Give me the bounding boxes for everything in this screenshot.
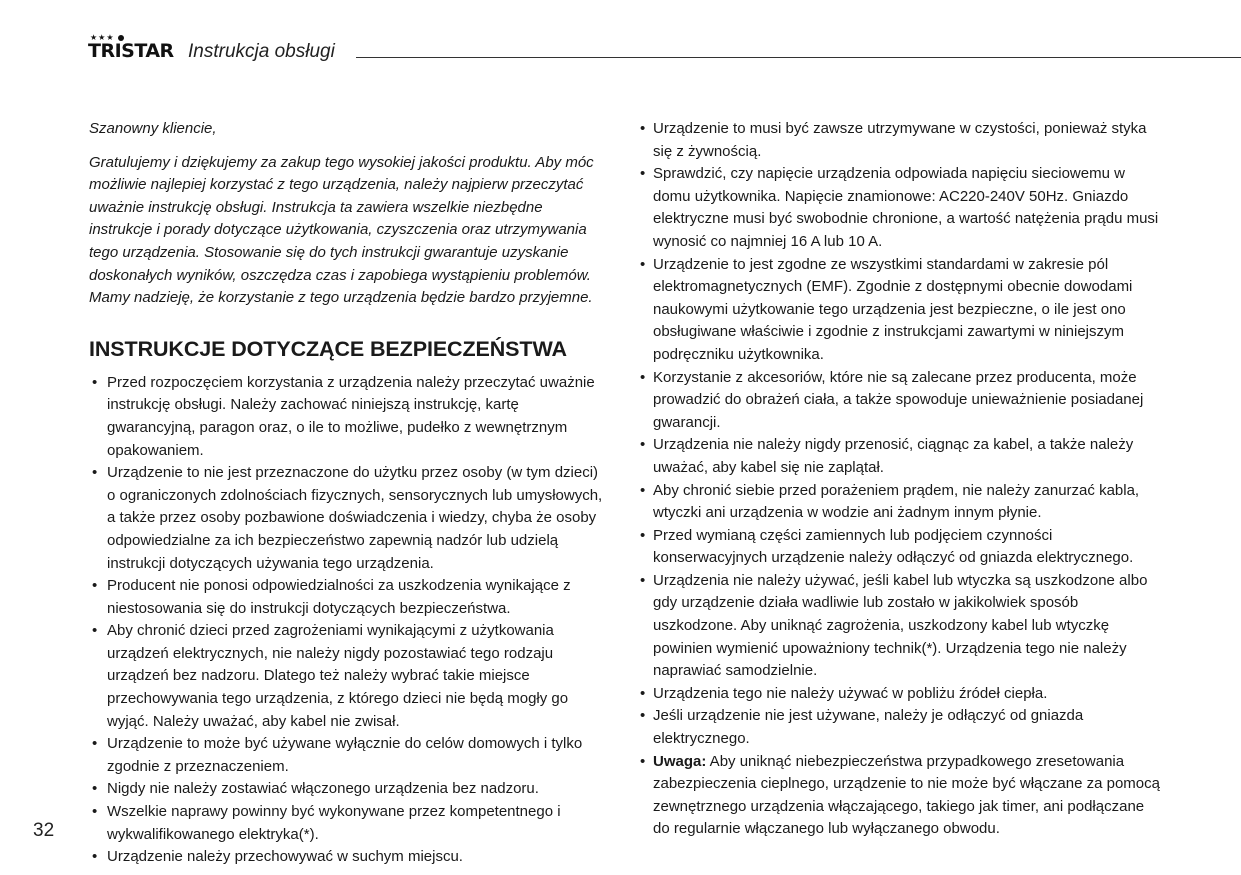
list-item: • Aby chronić siebie przed porażeniem prądem, nie należy zanurzać kabla, wtyczki ani urządzenia w wodzie ani żadnym innym płynie. — [640, 480, 1160, 525]
list-item: • Urządzenie to jest zgodne ze wszystkimi standardami w zakresie pól elektromagnetycznych (EMF). Zgodnie z dostępnymi obecnie dowodami naukowymi użytkowanie tego urządzenia jest bezpieczne, o ile jest ono obsługiwane właściwie i zgodnie z instrukcjami zawartymi w niniejszym podręczniku użytkownika. — [640, 254, 1160, 367]
list-item: • Producent nie ponosi odpowiedzialności za uszkodzenia wynikające z niestosowania się do instrukcji dotyczących bezpieczeństwa. — [89, 575, 609, 620]
header-divider — [356, 57, 1241, 58]
list-item: • Jeśli urządzenie nie jest używane, należy je odłączyć od gniazda elektrycznego. — [640, 705, 1160, 750]
list-item: • Sprawdzić, czy napięcie urządzenia odpowiada napięciu sieciowemu w domu użytkownika. Napięcie znamionowe: AC220-240V 50Hz. Gniazdo elektryczne musi być swobodnie chronione, a wartość natężenia prądu musi wynosić co najmniej 16 A lub 10 A. — [640, 163, 1160, 253]
list-item: • Urządzenia nie należy używać, jeśli kabel lub wtyczka są uszkodzone albo gdy urządzenie działa wadliwie lub zostało w jakikolwiek sposób uszkodzone. Aby uniknąć zagrożenia, uszkodzony kabel lub wtyczkę powinien wymienić upoważniony technik(*). Urządzenia tego nie należy naprawiać samodzielnie. — [640, 570, 1160, 683]
list-item: • Urządzenia nie należy nigdy przenosić, ciągnąc za kabel, a także należy uważać, aby kabel się nie zaplątał. — [640, 434, 1160, 479]
list-item: • Wszelkie naprawy powinny być wykonywane przez kompetentnego i wykwalifikowanego elektryka(*). — [89, 801, 609, 846]
logo-stars: ★★★ — [90, 33, 115, 42]
list-item: • Przed rozpoczęciem korzystania z urządzenia należy przeczytać uważnie instrukcję obsługi. Należy zachować niniejszą instrukcję, kartę gwarancyjną, paragon oraz, o ile to możliwe, pudełko z wewnętrznym opakowaniem. — [89, 372, 609, 462]
safety-list-right — [640, 118, 1160, 841]
note-text: Aby uniknąć niebezpieczeństwa przypadkowego zresetowania zabezpieczenia cieplnego, urządzenie to nie może być włączane za pomocą zewnętrznego urządzenia włączającego, takiego jak timer, ani podłączane do regularnie włączanego lub wyłączanego obwodu. — [653, 752, 1160, 838]
right-column — [640, 118, 1160, 841]
safety-list-left — [89, 372, 609, 869]
list-item: • Urządzenia tego nie należy używać w pobliżu źródeł ciepła. — [640, 683, 1160, 706]
list-item: • Korzystanie z akcesoriów, które nie są zalecane przez producenta, może prowadzić do obrażeń ciała, a także spowoduje unieważnienie posiadanej gwarancji. — [640, 367, 1160, 435]
intro-greeting: Szanowny kliencie, — [89, 120, 217, 137]
page-number: 32 — [33, 820, 55, 841]
list-item: • Urządzenie należy przechowywać w suchym miejscu. — [89, 846, 609, 869]
list-item: • Urządzenie to może być używane wyłącznie do celów domowych i tylko zgodnie z przeznaczeniem. — [89, 733, 609, 778]
note-item — [640, 751, 1160, 841]
list-item: • Urządzenie to nie jest przeznaczone do użytku przez osoby (w tym dzieci) o ograniczonych zdolnościach fizycznych, sensorycznych lub umysłowych, a także przez osoby pozbawione doświadczenia i wiedzy, chyba że osoby odpowiedzialne za ich bezpieczeństwo zapewnią nadzór lub udzielą instrukcji dotyczących używania tego urządzenia. — [89, 462, 609, 575]
note-label: Uwaga: — [653, 752, 707, 770]
tristar-logo — [88, 34, 180, 62]
list-item: • Urządzenie to musi być zawsze utrzymywane w czystości, ponieważ styka się z żywnością. — [640, 118, 1160, 163]
list-item: • Nigdy nie należy zostawiać włączonego urządzenia bez nadzoru. — [89, 778, 609, 801]
header-title: Instrukcja obsługi — [188, 41, 335, 62]
list-item: • Przed wymianą części zamiennych lub podjęciem czynności konserwacyjnych urządzenie należy odłączyć od gniazda elektrycznego. — [640, 525, 1160, 570]
list-item: • Aby chronić dzieci przed zagrożeniami wynikającymi z użytkowania urządzeń elektrycznych, nie należy nigdy pozostawiać tego rodzaju urządzeń bez nadzoru. Dlatego też należy wybrać takie miejsce przechowywania tego urządzenia, z którego dzieci nie będą mogły go wyjąć. Należy uważać, aby kabel nie zwisał. — [89, 620, 609, 733]
safety-heading: INSTRUKCJE DOTYCZĄCE BEZPIECZEŃSTWA — [89, 336, 567, 361]
intro-paragraph: Gratulujemy i dziękujemy za zakup tego wysokiej jakości produktu. Aby móc możliwie najlepiej korzystać z tego urządzenia, należy najpierw przeczytać uważnie instrukcję obsługi. Instrukcja ta zawiera wszelkie niezbędne instrukcje i porady dotyczące użytkowania, czyszczenia oraz utrzymywania tego urządzenia. Stosowanie się do tych instrukcji gwarantuje uzyskanie doskonałych wyników, oszczędza czas i zapobiega wystąpieniu problemów. Mamy nadzieję, że korzystanie z tego urządzenia będzie bardzo przyjemne. — [89, 153, 594, 307]
page-header — [88, 34, 1241, 66]
logo-wordmark: TRISTAR — [88, 40, 174, 62]
left-column — [89, 118, 609, 869]
